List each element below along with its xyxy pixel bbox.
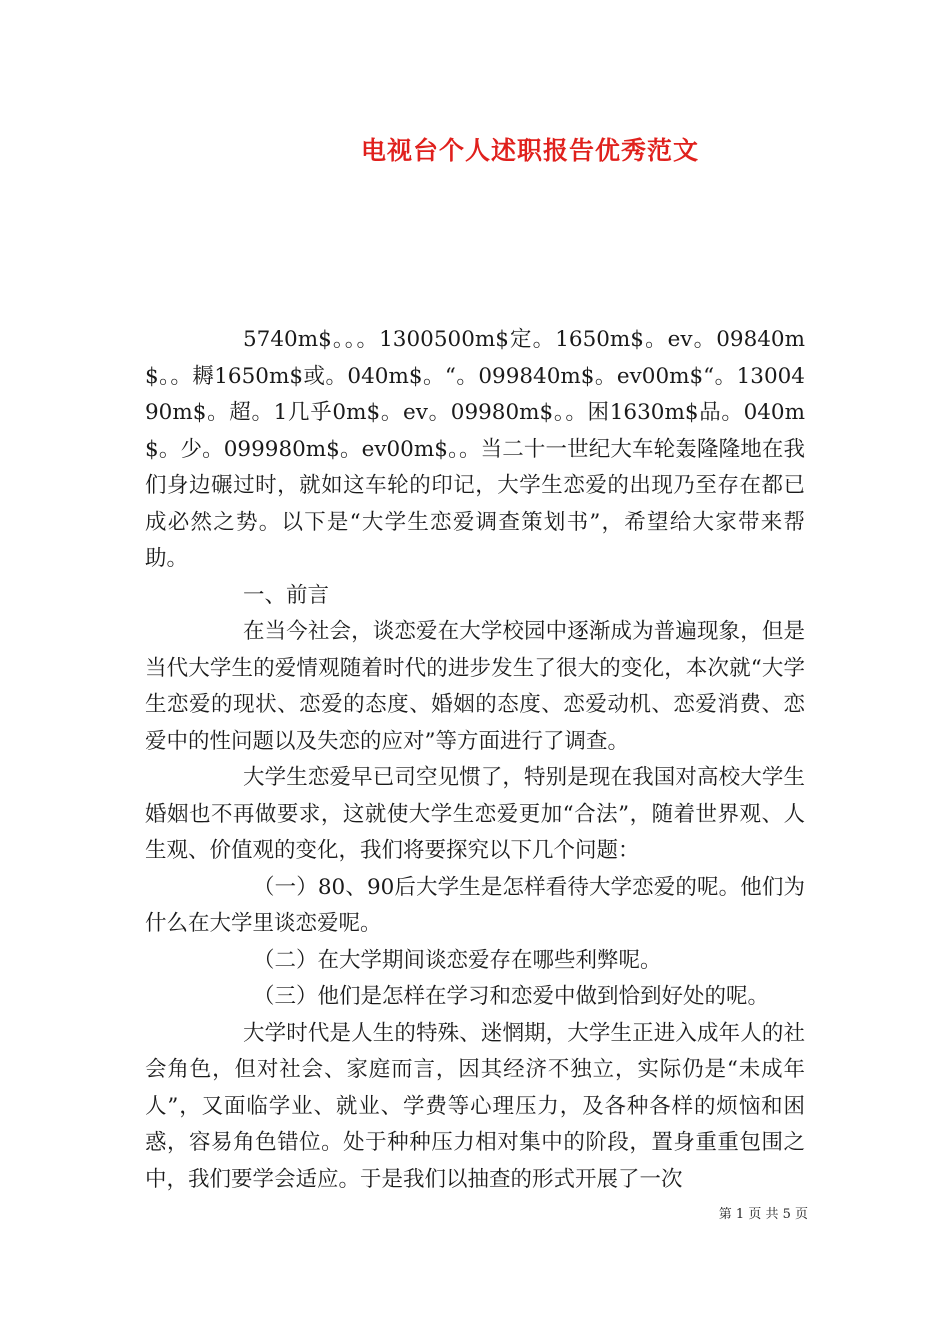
question-item-2: （二）在大学期间谈恋爱存在哪些利弊呢。 [253, 947, 662, 973]
document-body [145, 322, 805, 1198]
question-item-3: （三）他们是怎样在学习和恋爱中做到恰到好处的呢。 [253, 984, 770, 1009]
paragraph-college-era: 大学时代是人生的特殊、迷惘期，大学生正进入成年人的社会角色，但对社会、家庭而言，因其经济不独立，实际仍是“未成年人”，又面临学业、就业、学费等心理压力，及各种各样的烦恼和困惑，容易角色错位。处于种种压力相对集中的阶段，置身重重包围之中，我们要学会适应。于是我们以抽查的形式开展了一次 [145, 1020, 805, 1192]
section-heading-preface: 一、前言 [243, 582, 330, 608]
paragraph-questions-intro: 大学生恋爱早已司空见惯了，特别是现在我国对高校大学生婚姻也不再做要求，这就使大学生恋爱更加“合法”，随着世界观、人生观、价值观的变化，我们将要探究以下几个问题： [145, 765, 805, 863]
page-number-footer: 第 1 页 共 5 页 [718, 1207, 808, 1222]
document-title: 电视台个人述职报告优秀范文 [360, 136, 699, 165]
question-item-1: （一）80、90后大学生是怎样看待大学恋爱的呢。他们为什么在大学里谈恋爱呢。 [145, 874, 805, 936]
paragraph-society: 在当今社会，谈恋爱在大学校园中逐渐成为普遍现象，但是当代大学生的爱情观随着时代的进步发生了很大的变化，本次就“大学生恋爱的现状、恋爱的态度、婚姻的态度、恋爱动机、恋爱消费、恋爱中的性问题以及失恋的应对”等方面进行了调查。 [145, 619, 805, 754]
paragraph-intro: 5740m$。。。1300500m$定。1650m$。ev。09840m$。。耨1650m$或。040m$。“。099840m$。ev00m$“。1300490m$。超。1几乎0m$。ev。09980m$。。困1630m$品。040m$。少。099980m$。ev00m$。。当二十一世纪大车轮轰隆隆地在我们身边碾过时，就如这车轮的印记，大学生恋爱的出现乃至存在都已成必然之势。以下是“大学生恋爱调查策划书”，希望给大家带来帮助。 [145, 327, 805, 571]
